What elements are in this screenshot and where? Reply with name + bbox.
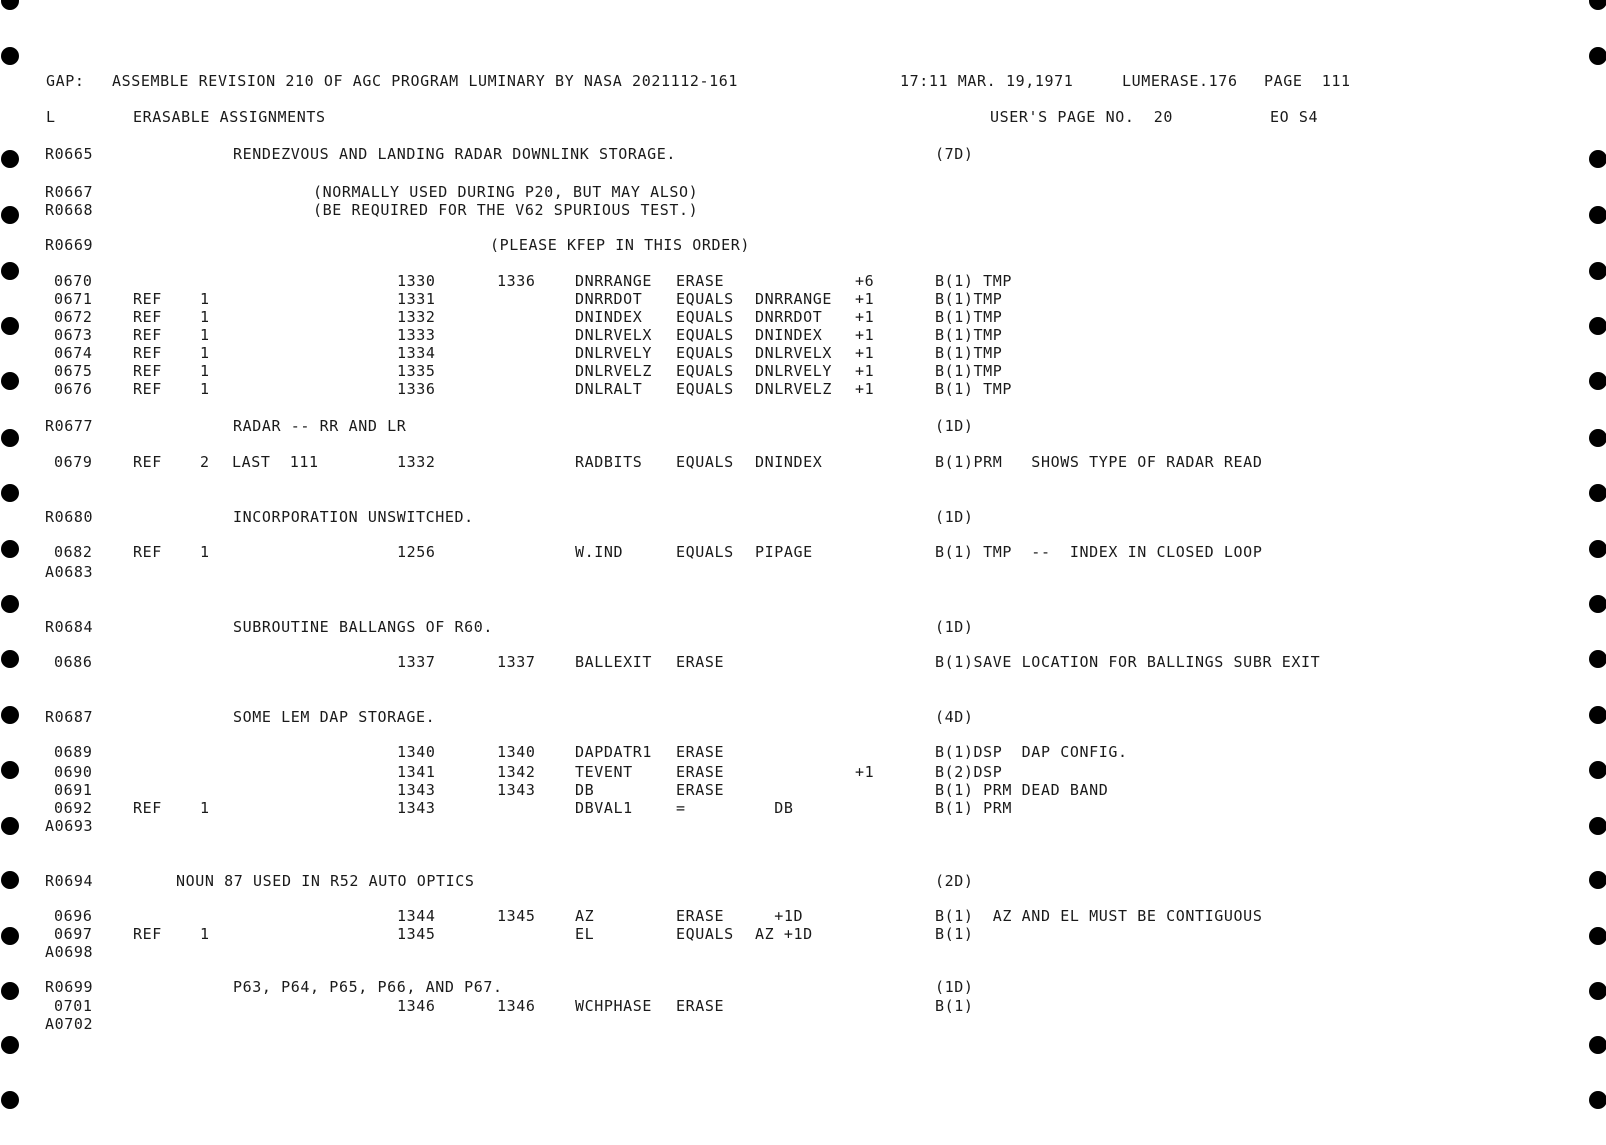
tractor-hole-right [1589, 761, 1606, 779]
listing-line [0, 817, 1606, 835]
tractor-hole-right [1589, 484, 1606, 502]
line-label: DNRRDOT [575, 290, 643, 308]
line-loc: 1332 [397, 308, 436, 326]
line-comment: RENDEZVOUS AND LANDING RADAR DOWNLINK STORAGE. [233, 145, 677, 163]
tractor-hole-left [1, 540, 19, 558]
listing-line [0, 618, 1606, 636]
listing-line [0, 1015, 1606, 1033]
line-ref: REF [133, 362, 162, 380]
line-label: DNLRVELY [575, 344, 653, 362]
tractor-hole-left [1, 262, 19, 280]
line-right: B(1) TMP [935, 272, 1013, 290]
line-right: (1D) [935, 417, 974, 435]
line-num: 0686 [54, 653, 93, 671]
header-datetime: 17:11 MAR. 19,1971 [900, 72, 1074, 90]
listing-line [0, 326, 1606, 344]
tractor-hole-left [1, 484, 19, 502]
line-mod: +1 [855, 380, 875, 398]
line-right: B(1) PRM DEAD BAND [935, 781, 1109, 799]
line-loc: 1340 [397, 743, 436, 761]
line-refn: 1 [200, 290, 210, 308]
line-op: EQUALS [676, 543, 734, 561]
line-loc: 1341 [397, 763, 436, 781]
line-operand: DNINDEX [755, 326, 823, 344]
listing-line [0, 201, 1606, 219]
line-label: W.IND [575, 543, 624, 561]
line-num: A0698 [45, 943, 94, 961]
line-refn: 2 [200, 453, 210, 471]
tractor-hole-right [1589, 982, 1606, 1000]
line-num: 0692 [54, 799, 93, 817]
line-right: B(1) PRM [935, 799, 1013, 817]
line-ref: REF [133, 308, 162, 326]
line-mod: +1 [855, 763, 875, 781]
line-num: R0665 [45, 145, 94, 163]
tractor-hole-right [1589, 372, 1606, 390]
line-label: DNRRANGE [575, 272, 653, 290]
line-num: 0672 [54, 308, 93, 326]
listing-line [0, 308, 1606, 326]
line-loc: 1344 [397, 907, 436, 925]
listing-line [0, 543, 1606, 561]
subheader-line [0, 108, 1606, 126]
line-comment: SOME LEM DAP STORAGE. [233, 708, 436, 726]
listing-line [0, 763, 1606, 781]
line-num: 0696 [54, 907, 93, 925]
tractor-hole-right [1589, 540, 1606, 558]
tractor-hole-right [1589, 650, 1606, 668]
line-op: ERASE [676, 272, 725, 290]
header-page: PAGE 111 [1264, 72, 1351, 90]
line-right: B(1)DSP DAP CONFIG. [935, 743, 1128, 761]
line-loc: 1336 [397, 380, 436, 398]
line-comment: RADAR -- RR AND LR [233, 417, 407, 435]
listing-line [0, 943, 1606, 961]
listing-line [0, 380, 1606, 398]
tractor-hole-right [1589, 0, 1606, 10]
header-file: LUMERASE.176 [1122, 72, 1238, 90]
line-num: 0674 [54, 344, 93, 362]
line-op: EQUALS [676, 380, 734, 398]
line-right: B(1)TMP [935, 362, 1003, 380]
tractor-hole-right [1589, 871, 1606, 889]
tractor-hole-left [1, 206, 19, 224]
line-refn: 1 [200, 344, 210, 362]
line-num: R0677 [45, 417, 94, 435]
line-operand: PIPAGE [755, 543, 813, 561]
line-operand: DNLRVELZ [755, 380, 833, 398]
listing-line [0, 183, 1606, 201]
line-comment: SUBROUTINE BALLANGS OF R60. [233, 618, 494, 636]
tractor-hole-left [1, 817, 19, 835]
line-ref: REF [133, 925, 162, 943]
line-num: 0701 [54, 997, 93, 1015]
line-comment: NOUN 87 USED IN R52 AUTO OPTICS [176, 872, 475, 890]
line-op: EQUALS [676, 925, 734, 943]
line-comment: INCORPORATION UNSWITCHED. [233, 508, 474, 526]
line-val: 1342 [497, 763, 536, 781]
listing-line [0, 344, 1606, 362]
line-label: DBVAL1 [575, 799, 633, 817]
line-label: DB [575, 781, 595, 799]
section-title: ERASABLE ASSIGNMENTS [133, 108, 326, 126]
tractor-hole-right [1589, 817, 1606, 835]
line-right: B(1)TMP [935, 290, 1003, 308]
tractor-hole-left [1, 1091, 19, 1109]
line-op: ERASE [676, 763, 725, 781]
line-val: 1343 [497, 781, 536, 799]
line-num: A0693 [45, 817, 94, 835]
line-right: B(1) AZ AND EL MUST BE CONTIGUOUS [935, 907, 1263, 925]
line-ref: REF [133, 799, 162, 817]
line-label: AZ [575, 907, 595, 925]
tractor-hole-right [1589, 47, 1606, 65]
line-refn: 1 [200, 925, 210, 943]
tractor-hole-left [1, 317, 19, 335]
tractor-hole-left [1, 0, 19, 10]
line-label: BALLEXIT [575, 653, 653, 671]
line-right: (1D) [935, 508, 974, 526]
line-loc: 1332 [397, 453, 436, 471]
line-operand: DNRRDOT [755, 308, 823, 326]
listing-line [0, 417, 1606, 435]
listing-line [0, 978, 1606, 996]
line-refn: 1 [200, 380, 210, 398]
line-comment: (BE REQUIRED FOR THE V62 SPURIOUS TEST.) [313, 201, 699, 219]
tractor-hole-right [1589, 262, 1606, 280]
line-loc: 1343 [397, 799, 436, 817]
line-mod: +1 [855, 362, 875, 380]
line-loc: 1343 [397, 781, 436, 799]
tractor-hole-right [1589, 1036, 1606, 1054]
line-num: 0691 [54, 781, 93, 799]
line-num: R0684 [45, 618, 94, 636]
line-loc: 1333 [397, 326, 436, 344]
tractor-hole-left [1, 429, 19, 447]
listing-line [0, 272, 1606, 290]
line-num: 0697 [54, 925, 93, 943]
line-num: R0687 [45, 708, 94, 726]
line-right: B(1) TMP [935, 380, 1013, 398]
line-op: EQUALS [676, 290, 734, 308]
line-num: R0667 [45, 183, 94, 201]
line-num: R0669 [45, 236, 94, 254]
listing-line [0, 907, 1606, 925]
line-right: (4D) [935, 708, 974, 726]
line-mod: +1 [855, 308, 875, 326]
tractor-hole-right [1589, 150, 1606, 168]
line-ref: REF [133, 326, 162, 344]
line-ref: REF [133, 543, 162, 561]
line-op: ERASE [676, 743, 725, 761]
line-ref: REF [133, 290, 162, 308]
tractor-hole-left [1, 47, 19, 65]
line-right: B(1)SAVE LOCATION FOR BALLINGS SUBR EXIT [935, 653, 1321, 671]
line-num: 0690 [54, 763, 93, 781]
listing-line [0, 997, 1606, 1015]
users-page-number: USER'S PAGE NO. 20 [990, 108, 1173, 126]
tractor-hole-left [1, 761, 19, 779]
tractor-hole-left [1, 871, 19, 889]
line-right: B(1)TMP [935, 308, 1003, 326]
tractor-hole-right [1589, 927, 1606, 945]
tractor-hole-left [1, 982, 19, 1000]
line-right: B(1)PRM SHOWS TYPE OF RADAR READ [935, 453, 1263, 471]
line-operand: DNLRVELY [755, 362, 833, 380]
line-num: A0702 [45, 1015, 94, 1033]
line-loc: 1345 [397, 925, 436, 943]
tractor-hole-right [1589, 206, 1606, 224]
line-num: 0679 [54, 453, 93, 471]
line-op: EQUALS [676, 362, 734, 380]
line-right: B(2)DSP [935, 763, 1003, 781]
line-loc: 1334 [397, 344, 436, 362]
listing-line [0, 290, 1606, 308]
line-loc: 1256 [397, 543, 436, 561]
line-ref: REF [133, 453, 162, 471]
tractor-hole-left [1, 706, 19, 724]
line-op: ERASE [676, 997, 725, 1015]
line-op: EQUALS [676, 344, 734, 362]
line-num: R0680 [45, 508, 94, 526]
line-refn: 1 [200, 362, 210, 380]
tractor-hole-right [1589, 429, 1606, 447]
line-loc: 1330 [397, 272, 436, 290]
line-operand: DB [755, 799, 794, 817]
listing-line [0, 563, 1606, 581]
tractor-hole-left [1, 595, 19, 613]
line-num: 0670 [54, 272, 93, 290]
line-op: = [676, 799, 686, 817]
tractor-hole-left [1, 372, 19, 390]
line-ref: REF [133, 380, 162, 398]
listing-line [0, 453, 1606, 471]
line-right: (1D) [935, 978, 974, 996]
header-title: ASSEMBLE REVISION 210 OF AGC PROGRAM LUMINARY BY NASA 2021112-161 [112, 72, 738, 90]
line-label: DAPDATR1 [575, 743, 653, 761]
tractor-hole-left [1, 1036, 19, 1054]
line-label: WCHPHASE [575, 997, 653, 1015]
listing-line [0, 781, 1606, 799]
line-val: 1336 [497, 272, 536, 290]
line-mod: +1 [855, 344, 875, 362]
line-mod: +6 [855, 272, 875, 290]
line-label: DNLRALT [575, 380, 643, 398]
line-comment: P63, P64, P65, P66, AND P67. [233, 978, 503, 996]
listing-line [0, 508, 1606, 526]
line-last: LAST 111 [232, 453, 319, 471]
line-loc: 1335 [397, 362, 436, 380]
line-label: RADBITS [575, 453, 643, 471]
line-num: 0671 [54, 290, 93, 308]
line-refn: 1 [200, 308, 210, 326]
line-ref: REF [133, 344, 162, 362]
line-operand: DNRRANGE [755, 290, 833, 308]
tractor-hole-left [1, 650, 19, 668]
line-operand: AZ +1D [755, 925, 813, 943]
line-refn: 1 [200, 543, 210, 561]
line-right: B(1)TMP [935, 326, 1003, 344]
tractor-hole-left [1, 150, 19, 168]
line-right: B(1) TMP -- INDEX IN CLOSED LOOP [935, 543, 1263, 561]
listing-line [0, 362, 1606, 380]
line-op: ERASE [676, 781, 725, 799]
line-op: EQUALS [676, 453, 734, 471]
line-val: 1345 [497, 907, 536, 925]
line-label: TEVENT [575, 763, 633, 781]
line-loc: 1346 [397, 997, 436, 1015]
line-num: R0699 [45, 978, 94, 996]
line-num: 0676 [54, 380, 93, 398]
line-num: A0683 [45, 563, 94, 581]
line-mod: +1 [855, 290, 875, 308]
listing-line [0, 925, 1606, 943]
line-label: DNLRVELZ [575, 362, 653, 380]
line-op: ERASE [676, 907, 725, 925]
listing-line [0, 145, 1606, 163]
line-comment: (NORMALLY USED DURING P20, BUT MAY ALSO) [313, 183, 699, 201]
tractor-hole-right [1589, 595, 1606, 613]
header-gap: GAP: [46, 72, 85, 90]
line-op: EQUALS [676, 308, 734, 326]
line-num: 0682 [54, 543, 93, 561]
line-operand: DNINDEX [755, 453, 823, 471]
line-right: B(1)TMP [935, 344, 1003, 362]
line-val: 1337 [497, 653, 536, 671]
tractor-hole-left [1, 927, 19, 945]
line-op: ERASE [676, 653, 725, 671]
tractor-hole-right [1589, 1091, 1606, 1109]
line-right: B(1) [935, 997, 974, 1015]
listing-line [0, 236, 1606, 254]
tractor-hole-right [1589, 706, 1606, 724]
line-operand: +1D [755, 907, 804, 925]
line-refn: 1 [200, 799, 210, 817]
line-val: 1346 [497, 997, 536, 1015]
line-loc: 1337 [397, 653, 436, 671]
line-label: EL [575, 925, 595, 943]
line-operand: DNLRVELX [755, 344, 833, 362]
line-right: (2D) [935, 872, 974, 890]
listing-line [0, 653, 1606, 671]
line-label: DNLRVELX [575, 326, 653, 344]
line-label: DNINDEX [575, 308, 643, 326]
listing-line [0, 708, 1606, 726]
line-right: (1D) [935, 618, 974, 636]
line-comment: (PLEASE KFEP IN THIS ORDER) [490, 236, 751, 254]
line-num: 0675 [54, 362, 93, 380]
line-num: R0694 [45, 872, 94, 890]
line-right: (7D) [935, 145, 974, 163]
line-num: R0668 [45, 201, 94, 219]
line-op: EQUALS [676, 326, 734, 344]
line-num: 0673 [54, 326, 93, 344]
listing-line [0, 799, 1606, 817]
subheader-l: L [46, 108, 56, 126]
listing-line [0, 872, 1606, 890]
header-line [0, 72, 1606, 90]
line-val: 1340 [497, 743, 536, 761]
listing-line [0, 743, 1606, 761]
line-right: B(1) [935, 925, 974, 943]
line-mod: +1 [855, 326, 875, 344]
tractor-hole-right [1589, 317, 1606, 335]
line-refn: 1 [200, 326, 210, 344]
line-loc: 1331 [397, 290, 436, 308]
line-num: 0689 [54, 743, 93, 761]
eo-code: EO S4 [1270, 108, 1319, 126]
